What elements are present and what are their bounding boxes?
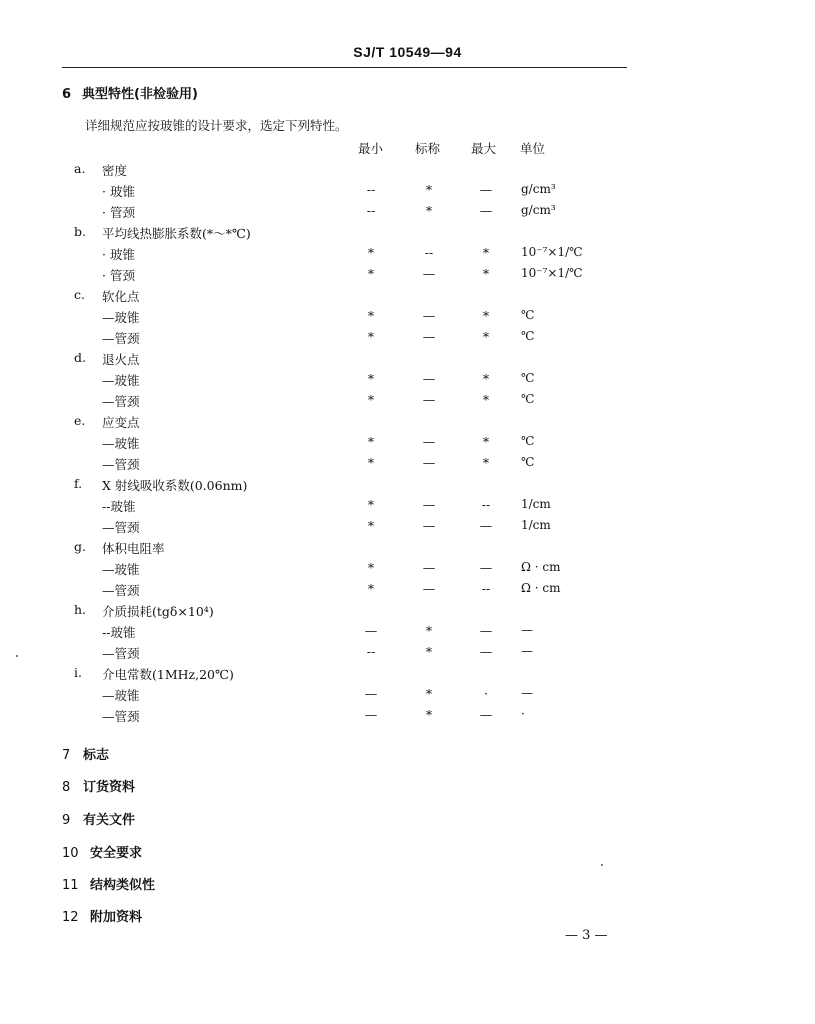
cell-max: — xyxy=(479,182,493,197)
section-6-title-text: 典型特性(非检验用) xyxy=(82,87,198,102)
row-label: —玻锥 xyxy=(102,688,140,703)
section-title: 安全要求 xyxy=(90,846,143,861)
cell-unit: 10⁻⁷×1/℃ xyxy=(521,266,583,280)
cell-unit: — xyxy=(521,686,533,700)
column-header-unit: 单位 xyxy=(520,141,546,156)
cell-max: — xyxy=(479,518,493,533)
cell-nominal: * xyxy=(425,203,433,218)
section-title: 标志 xyxy=(83,748,110,763)
cell-unit: ℃ xyxy=(521,434,535,448)
cell-nominal: * xyxy=(425,707,433,722)
cell-max: * xyxy=(482,329,490,344)
table-group-row xyxy=(0,665,815,686)
cell-max: -- xyxy=(481,581,491,596)
cell-nominal: — xyxy=(422,497,436,512)
cell-unit: Ω · cm xyxy=(521,560,561,574)
row-label: —管颈 xyxy=(102,709,140,724)
cell-unit: — xyxy=(521,644,533,658)
cell-max: * xyxy=(482,455,490,470)
table-group-row xyxy=(0,287,815,308)
scan-speck xyxy=(601,864,603,866)
section-number: 10 xyxy=(62,846,79,861)
cell-min: -- xyxy=(366,203,376,218)
row-letter: b. xyxy=(74,224,86,239)
table-row xyxy=(0,329,815,350)
section-number: 7 xyxy=(62,748,71,763)
cell-max: — xyxy=(479,623,493,638)
cell-max: — xyxy=(479,560,493,575)
cell-nominal: * xyxy=(425,182,433,197)
section-number: 9 xyxy=(62,813,71,828)
row-label: 退火点 xyxy=(102,352,140,367)
cell-nominal: — xyxy=(422,371,436,386)
row-label: 介质损耗(tgδ×10⁴) xyxy=(102,604,214,619)
cell-min: * xyxy=(367,392,375,407)
table-row xyxy=(0,455,815,476)
cell-unit: 10⁻⁷×1/℃ xyxy=(521,245,583,259)
cell-unit: Ω · cm xyxy=(521,581,561,595)
section-6-title xyxy=(62,83,198,102)
section-heading xyxy=(62,744,109,763)
section-heading xyxy=(62,809,135,828)
cell-unit: g/cm³ xyxy=(521,182,556,196)
table-row xyxy=(0,518,815,539)
row-label: --玻锥 xyxy=(102,499,136,514)
table-group-row xyxy=(0,539,815,560)
cell-unit: ℃ xyxy=(521,392,535,406)
cell-unit: — xyxy=(521,623,533,637)
row-label: —管颈 xyxy=(102,457,140,472)
table-group-row xyxy=(0,413,815,434)
column-header-min: 最小 xyxy=(358,141,384,156)
section-title: 结构类似性 xyxy=(90,878,156,893)
row-letter: f. xyxy=(74,476,83,491)
row-label: · 管颈 xyxy=(102,205,135,220)
row-label: —管颈 xyxy=(102,520,140,535)
cell-min: * xyxy=(367,308,375,323)
row-letter: i. xyxy=(74,665,82,680)
table-row xyxy=(0,182,815,203)
section-heading xyxy=(62,842,142,861)
cell-min: — xyxy=(364,623,378,638)
row-label: 体积电阻率 xyxy=(102,541,165,556)
table-group-row xyxy=(0,224,815,245)
section-heading xyxy=(62,874,155,893)
row-letter: e. xyxy=(74,413,86,428)
row-label: 软化点 xyxy=(102,289,140,304)
row-label: —玻锥 xyxy=(102,562,140,577)
table-row xyxy=(0,581,815,602)
section-6-intro: 详细规范应按玻锥的设计要求，选定下列特性。 xyxy=(85,118,348,133)
cell-nominal: — xyxy=(422,266,436,281)
section-heading xyxy=(62,906,142,925)
cell-min: * xyxy=(367,581,375,596)
cell-unit: g/cm³ xyxy=(521,203,556,217)
table-row xyxy=(0,392,815,413)
cell-unit: ℃ xyxy=(521,329,535,343)
cell-nominal: — xyxy=(422,560,436,575)
cell-nominal: — xyxy=(422,455,436,470)
row-label: —管颈 xyxy=(102,331,140,346)
cell-min: -- xyxy=(366,644,376,659)
row-letter: c. xyxy=(74,287,85,302)
cell-max: — xyxy=(479,203,493,218)
cell-min: -- xyxy=(366,182,376,197)
cell-nominal: — xyxy=(422,518,436,533)
table-group-row xyxy=(0,602,815,623)
table-group-row xyxy=(0,476,815,497)
row-label: 平均线热膨胀系数(*～*℃) xyxy=(102,226,251,241)
cell-nominal: * xyxy=(425,686,433,701)
cell-min: * xyxy=(367,434,375,449)
cell-min: * xyxy=(367,266,375,281)
row-label: —管颈 xyxy=(102,394,140,409)
row-label: 应变点 xyxy=(102,415,140,430)
section-number: 11 xyxy=(62,878,79,893)
cell-min: * xyxy=(367,371,375,386)
cell-min: * xyxy=(367,560,375,575)
row-letter: h. xyxy=(74,602,87,617)
cell-nominal: -- xyxy=(424,245,434,260)
cell-unit: 1/cm xyxy=(521,497,551,511)
document-header: SJ/T 10549—94 xyxy=(353,44,462,60)
page-number: — 3 — xyxy=(565,928,608,943)
section-heading xyxy=(62,776,135,795)
row-label: —管颈 xyxy=(102,646,140,661)
table-row xyxy=(0,434,815,455)
cell-max: * xyxy=(482,371,490,386)
cell-nominal: — xyxy=(422,308,436,323)
cell-max: — xyxy=(479,707,493,722)
row-label: --玻锥 xyxy=(102,625,136,640)
row-label: —玻锥 xyxy=(102,436,140,451)
cell-max: · xyxy=(484,686,488,701)
row-label: 介电常数(1MHz,20℃) xyxy=(102,667,234,682)
cell-min: * xyxy=(367,455,375,470)
row-letter: a. xyxy=(74,161,86,176)
cell-nominal: — xyxy=(422,581,436,596)
table-row xyxy=(0,371,815,392)
cell-unit: · xyxy=(521,707,525,721)
section-number: 12 xyxy=(62,910,79,925)
row-label: · 玻锥 xyxy=(102,184,135,199)
table-row xyxy=(0,686,815,707)
row-label: · 管颈 xyxy=(102,268,135,283)
row-label: 密度 xyxy=(102,163,128,178)
section-6-number: 6 xyxy=(62,87,72,102)
cell-unit: ℃ xyxy=(521,371,535,385)
cell-min: — xyxy=(364,707,378,722)
cell-nominal: * xyxy=(425,623,433,638)
table-row xyxy=(0,203,815,224)
cell-min: — xyxy=(364,686,378,701)
table-row xyxy=(0,245,815,266)
row-label: · 玻锥 xyxy=(102,247,135,262)
cell-max: -- xyxy=(481,497,491,512)
column-header-max: 最大 xyxy=(471,141,497,156)
column-header-nominal: 标称 xyxy=(415,141,441,156)
section-title: 订货资料 xyxy=(83,780,136,795)
cell-max: * xyxy=(482,308,490,323)
row-label: —玻锥 xyxy=(102,373,140,388)
section-title: 附加资料 xyxy=(90,910,143,925)
scan-speck xyxy=(16,655,18,657)
cell-nominal: * xyxy=(425,644,433,659)
table-row xyxy=(0,266,815,287)
table-group-row xyxy=(0,350,815,371)
cell-unit: ℃ xyxy=(521,455,535,469)
row-letter: d. xyxy=(74,350,86,365)
section-number: 8 xyxy=(62,780,71,795)
table-row xyxy=(0,707,815,728)
table-group-row xyxy=(0,161,815,182)
cell-nominal: — xyxy=(422,434,436,449)
cell-max: * xyxy=(482,266,490,281)
cell-max: * xyxy=(482,245,490,260)
table-row xyxy=(0,308,815,329)
section-title: 有关文件 xyxy=(83,813,136,828)
cell-min: * xyxy=(367,329,375,344)
row-label: —玻锥 xyxy=(102,310,140,325)
table-row xyxy=(0,644,815,665)
cell-max: — xyxy=(479,644,493,659)
cell-unit: 1/cm xyxy=(521,518,551,532)
cell-max: * xyxy=(482,434,490,449)
cell-max: * xyxy=(482,392,490,407)
row-label: —管颈 xyxy=(102,583,140,598)
cell-unit: ℃ xyxy=(521,308,535,322)
cell-min: * xyxy=(367,245,375,260)
cell-nominal: — xyxy=(422,329,436,344)
table-row xyxy=(0,623,815,644)
cell-nominal: — xyxy=(422,392,436,407)
cell-min: * xyxy=(367,497,375,512)
table-row xyxy=(0,497,815,518)
table-row xyxy=(0,560,815,581)
row-label: X 射线吸收系数(0.06nm) xyxy=(102,478,248,493)
row-letter: g. xyxy=(74,539,86,554)
cell-min: * xyxy=(367,518,375,533)
header-rule xyxy=(62,67,627,68)
